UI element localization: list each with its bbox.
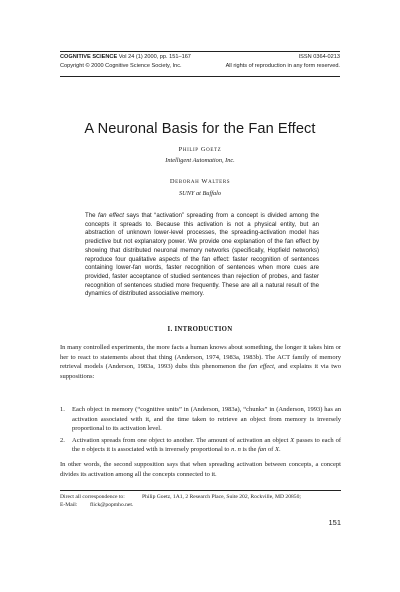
list-number: 1. bbox=[60, 406, 65, 413]
abstract bbox=[85, 212, 319, 299]
paper-title: A Neuronal Basis for the Fan Effect bbox=[84, 121, 316, 137]
author-name: Deborah Walters bbox=[169, 178, 231, 185]
paragraph-text: In many controlled experiments, the more facts a human knows about something, the longer it takes him or her to react to statements about that thing (Anderson, 1974, 1983a, 1983b). The ACT family of memory retrieval models (Anderson, 1983a, 1993) dubs this phenomenon the bbox=[60, 344, 341, 371]
list-text: Activation spreads from one object to another. The amount of activation an object X passes to each of the n objects it is associated with is inversely proportional to n. n is the fan of X. bbox=[72, 436, 341, 454]
intro-paragraph bbox=[60, 343, 341, 381]
list-number: 2. bbox=[60, 436, 65, 444]
header-bottom-rule bbox=[60, 76, 340, 77]
issn: ISSN 0364-0213 bbox=[298, 54, 340, 60]
author-affiliation: SUNY at Buffalo bbox=[179, 190, 221, 197]
journal-header bbox=[60, 53, 340, 71]
journal-ref: Vol 24 (1) 2000, pp. 151–167 bbox=[117, 54, 191, 60]
footnote-label: Direct all correspondence to: bbox=[60, 494, 125, 500]
footnote bbox=[60, 493, 341, 509]
paragraph-text: and explains it via two suppositions: bbox=[60, 363, 341, 380]
header-top-rule bbox=[60, 51, 340, 52]
copyright: Copyright © 2000 Cognitive Science Society, Inc. bbox=[60, 63, 182, 69]
list-item bbox=[60, 405, 341, 434]
list-item bbox=[60, 436, 341, 455]
author-affiliation: Intelligent Automation, Inc. bbox=[165, 157, 235, 164]
footnote-address: Philip Goetz, 1A1, 2 Research Place, Suite 202, Rockville, MD 20850; bbox=[142, 494, 301, 500]
journal-name: COGNITIVE SCIENCE bbox=[60, 54, 118, 60]
section-heading: I. INTRODUCTION bbox=[167, 326, 233, 333]
journal-citation bbox=[60, 53, 191, 62]
intro-paragraph: In other words, the second supposition says that when spreading activation between concepts, a concept divides its activation among all the concepts connected to it. bbox=[60, 461, 341, 478]
abstract-text: The bbox=[85, 212, 99, 219]
footnote-rule bbox=[60, 490, 341, 491]
emphasized-term: fan effect, bbox=[248, 363, 276, 371]
page-number: 151 bbox=[328, 518, 341, 527]
suppositions-list bbox=[60, 405, 341, 457]
author-name: Philip Goetz bbox=[178, 146, 222, 153]
footnote-email: flick@popmho.net. bbox=[90, 502, 134, 509]
list-text: Each object in memory (“cognitive units” in (Anderson, 1983a), “chunks” in (Anderson, 1993) has an activation associated with it, and the time taken to retrieve an object from memory is inversely proportional to its activation level. bbox=[72, 406, 341, 433]
abstract-text: says that “activation” spreading from a concept is divided among the concepts it spreads to. Because this activation is not a physical entity, but an abstraction of unknown lower-level processes, the spreading-activation model has predictive but not explanatory power. We provide one explanation of the fan effect by showing that distributed neuronal memory networks (specifically, Hopfield networks) reproduce four qualitative aspects of the fan effect: faster recognition of sentences containing lower-fan words, faster recognition of sentences when more cues are provided, faster acceptance of studied sentences than rejection of probes, and faster recognition of sentences studied more frequently. These are all a natural result of the dynamics of distributed associative memory. bbox=[85, 212, 319, 298]
footnote-label: E-Mail: bbox=[60, 502, 78, 509]
abstract-term: fan effect bbox=[98, 212, 124, 219]
rights-statement: All rights of reproduction in any form reserved. bbox=[225, 63, 340, 69]
